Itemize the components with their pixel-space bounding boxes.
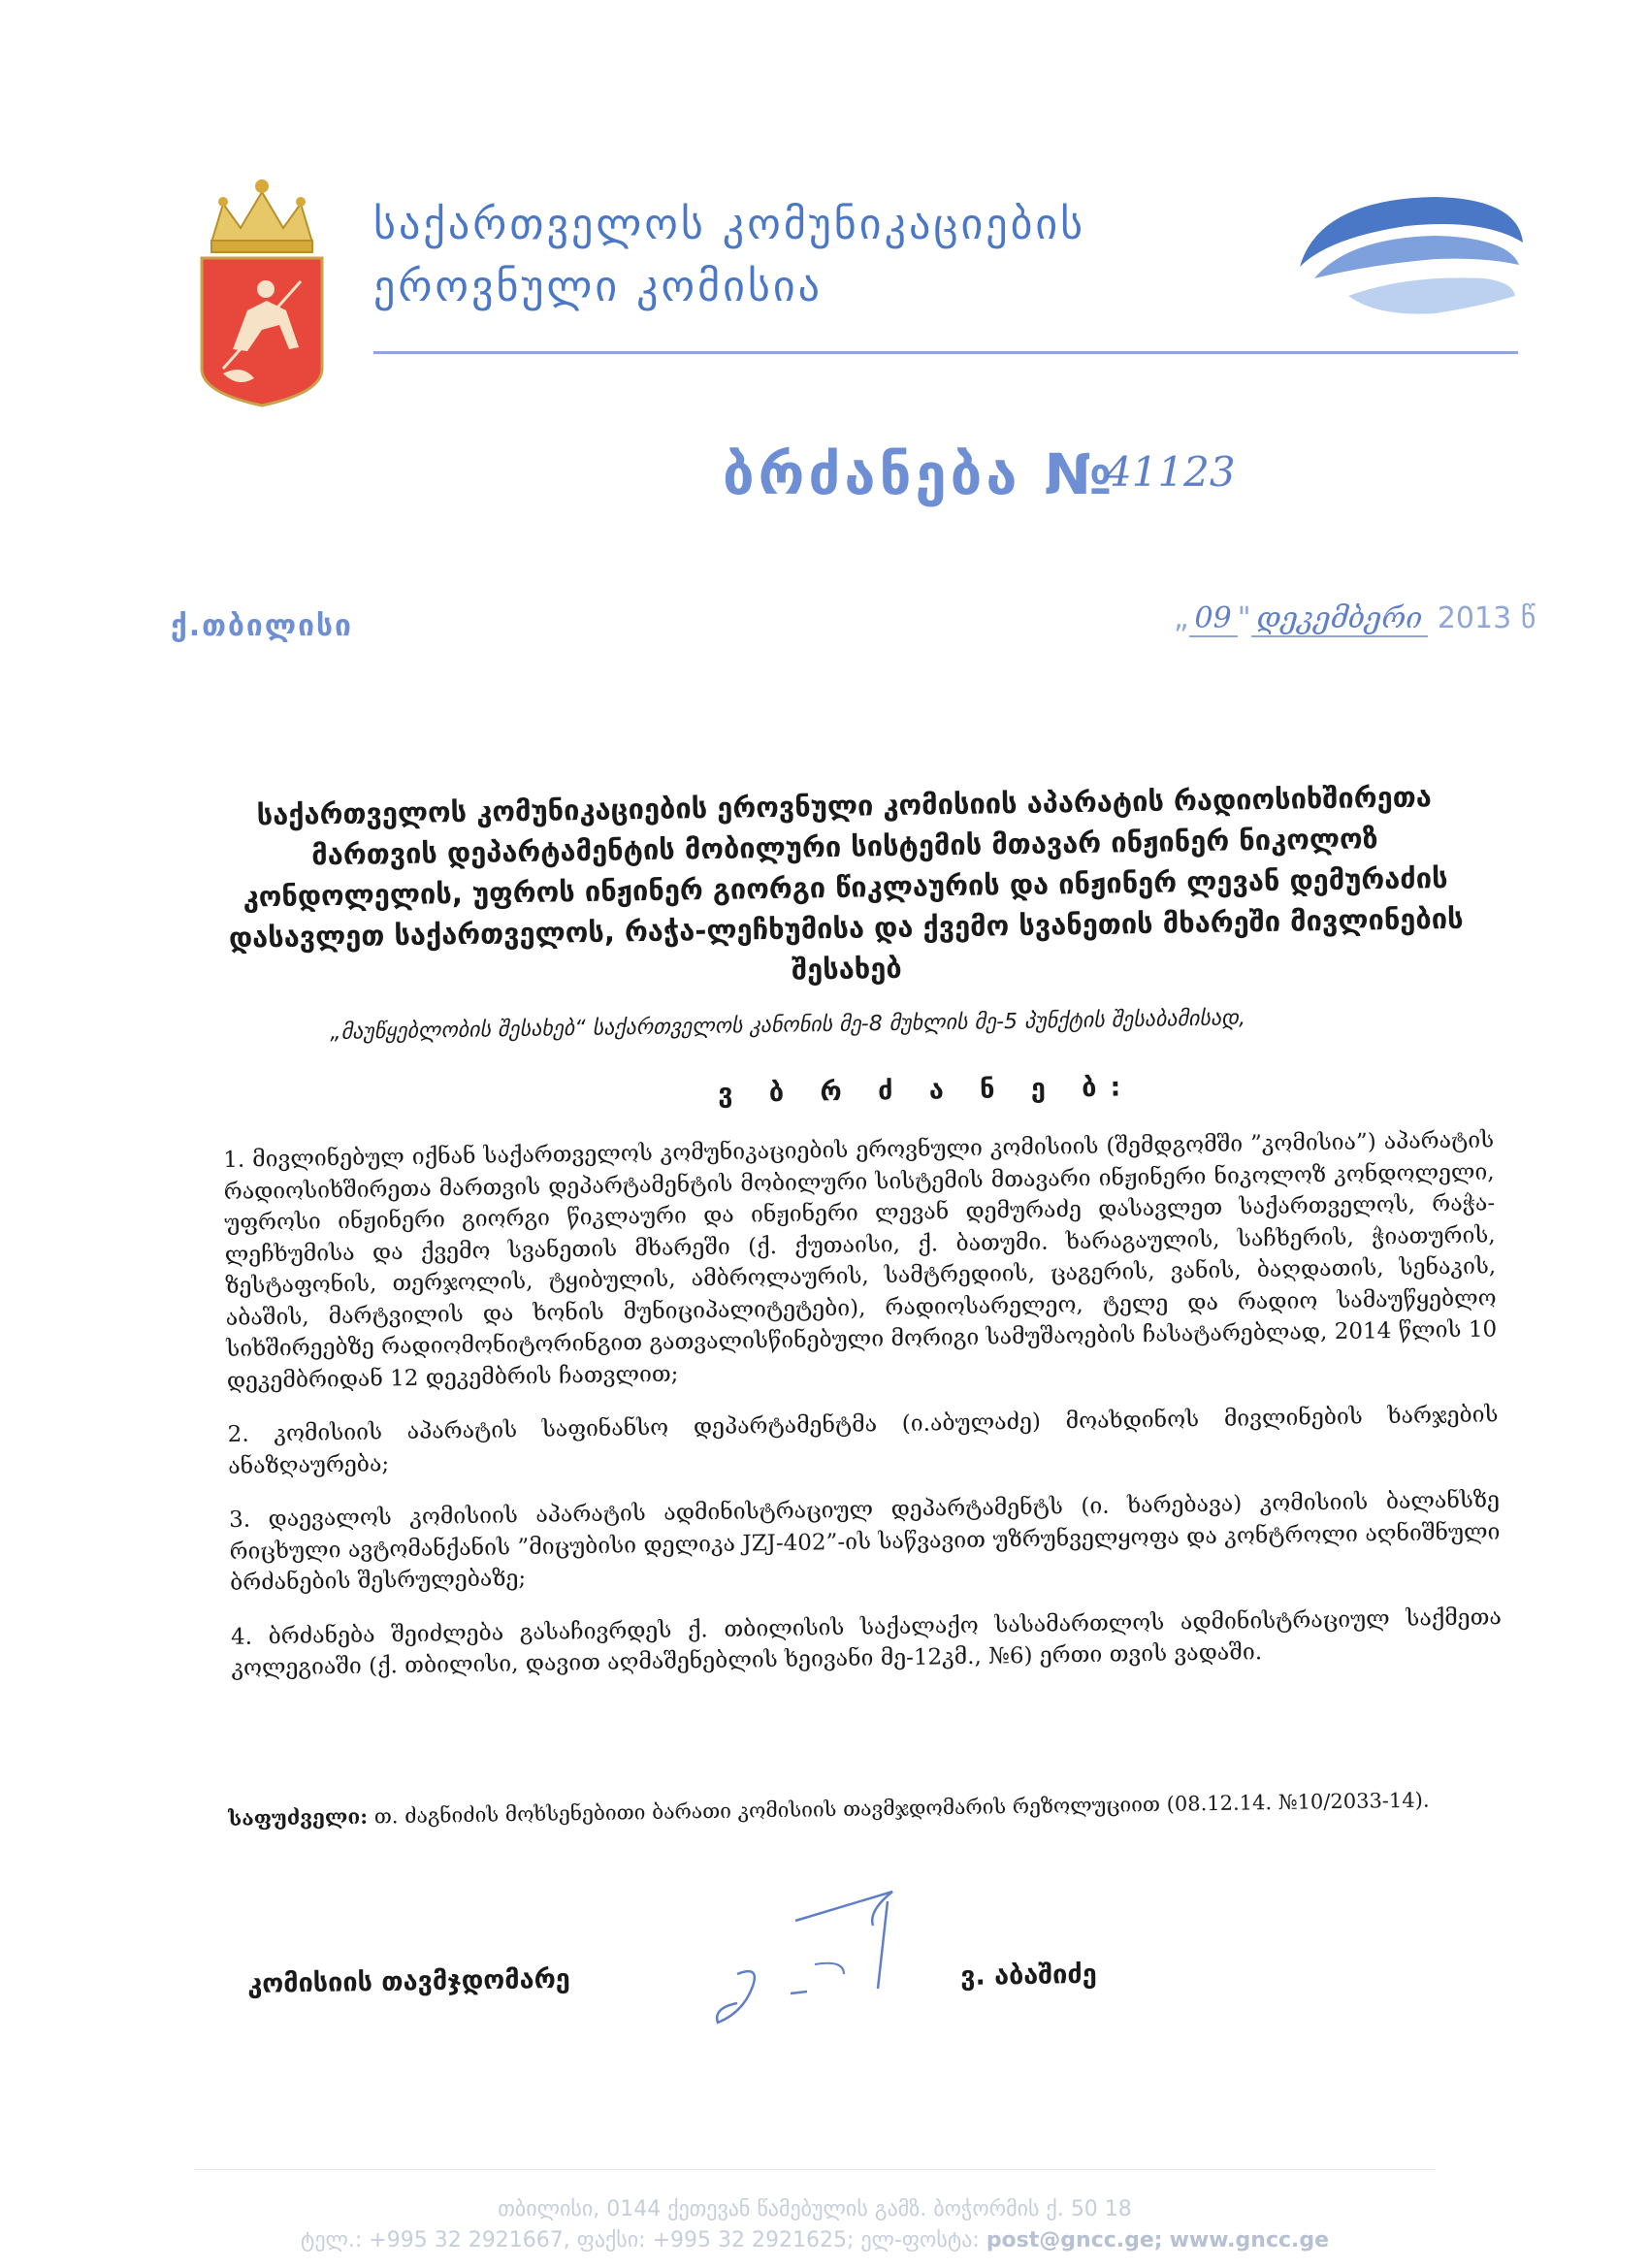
footer-email-link[interactable]: post@gncc.ge; <box>986 2228 1163 2252</box>
foundation-note <box>228 1784 1499 1833</box>
date-day: 09 <box>1189 601 1238 637</box>
order-item-4: 4. ბრძანება შეიძლება გასაჩივრდეს ქ. თბილისის საქალაქო სასამართლოს ადმინისტრაციულ საქმეთა კოლეგიაში (ქ. თბილისი, დავით აღმაშენებლის ხეივანი მე-12კმ., №6) ერთი თვის ვადაში. <box>230 1604 1503 1681</box>
legal-basis: „მაუწყებლობის შესახებ“ საქართველოს კანონის მე-8 მუხლის მე-5 პუნქტის შესაბამისად, <box>330 1006 1246 1045</box>
date-suffix: წ <box>1520 601 1536 635</box>
footer-contacts-line <box>194 2225 1436 2256</box>
date-close-quote: " <box>1237 601 1251 635</box>
organization-title-line-1: საქართველოს კომუნიკაციების <box>373 200 1086 249</box>
footer-address: თბილისი, 0144 ქეთევან წამებულის გამზ. ბოჭორმის ქ. 50 18 <box>498 2197 1132 2221</box>
order-subject: საქართველოს კომუნიკაციების ეროვნული კომისიის აპარატის რადიოსიხშირეთა მართვის დეპარტამენტის მობილური სისტემის მთავარ ინჟინერ ნიკოლოზ კონდოლელის, უფროს ინჟინერ გიორგი წიკლაურის და ინჟინერ ლევან დემურაძის დასავლეთ საქართველოს, რაჭა-ლეჩხუმისა და ქვემო სვანეთის მხარეში მივლინების შესახებ <box>228 780 1464 987</box>
handwritten-signature <box>698 1882 951 2037</box>
order-item-2: 2. კომისიის აპარატის საფინანსო დეპარტამენტმა (ი.აბულაძე) მოახდინოს მივლინების ხარჯების ანაზღაურება; <box>227 1402 1499 1479</box>
gncc-logo <box>1290 189 1528 325</box>
order-title: ბრძანება № <box>723 441 1116 507</box>
date-month: დეკემბერი <box>1251 601 1429 637</box>
order-items <box>223 1124 1503 1706</box>
orders-heading: ვ ბ რ ძ ა ნ ე ბ: <box>718 1072 1135 1109</box>
signatory-role: კომისიის თავმჯდომარე <box>247 1963 571 1999</box>
coat-of-arms-emblem <box>194 175 330 407</box>
order-item-3: 3. დაევალოს კომისიის აპარატის ადმინისტრაციულ დეპარტამენტს (ი. ხარებავა) კომისიის ბალანსზე რიცხული ავტომანქანის ”მიცუბისი დელიკა JZJ-402”-ის საწვავით უზრუნველყოფა და კონტროლი აღნიშნული ბრძანების შესრულებაზე; <box>228 1487 1501 1596</box>
foundation-text: თ. ძაგნიძის მოხსენებითი ბარათი კომისიის თავმჯდომარის რეზოლუციით (08.12.14. №10/2033-14). <box>373 1788 1430 1829</box>
footer-website-link[interactable]: www.gncc.ge <box>1169 2228 1330 2252</box>
header-divider <box>373 351 1518 354</box>
footer-divider <box>194 2169 1436 2170</box>
footer-contacts: ტელ.: +995 32 2921667, ფაქსი: +995 32 2921625; ელ-ფოსტა: <box>300 2228 980 2252</box>
order-date <box>1174 601 1536 635</box>
date-open-quote: „ <box>1174 601 1189 635</box>
order-number: 41123 <box>1106 448 1236 496</box>
signatory-name: ვ. აბაშიძე <box>960 1959 1097 1992</box>
footer <box>194 2194 1436 2256</box>
city-label: ქ.თბილისი <box>171 609 353 643</box>
date-year: 2013 <box>1437 601 1512 635</box>
organization-title <box>373 194 1246 318</box>
order-item-1: 1. მივლინებულ იქნან საქართველოს კომუნიკაციების ეროვნული კომისიის (შემდგომში ”კომისია”) აპარატის რადიოსიხშირეთა მართვის დეპარტამენტის მობილური სისტემის მთავარი ინჟინერი ნიკოლოზ კონდოლელი, უფროსი ინჟინერი გიორგი წიკლაური და ინჟინერი ლევან დემურაძე დასავლეთ საქართველოს, რაჭა-ლეჩხუმისა და ქვემო სვანეთის მხარეში (ქ. ქუთაისი, ქ. ბათუმი. ხარაგაულის, საჩხერის, ჭიათურის, ზესტაფონის, თერჯოლის, ტყიბულის, ამბროლაურის, სამტრედიის, ცაგერის, ვანის, ბაღდათის, სენაკის, აბაშის, მარტვილის და ხონის მუნიციპალიტეტები), რადიოსარელეო, ტელე და რადიო სამაუწყებლო სიხშირეებზე რადიომონიტორინგით გათვალისწინებული მორიგი სამუშაოების ჩასატარებლად, 2014 წლის 10 დეკემბრიდან 12 დეკემბრის ჩათვლით; <box>223 1127 1498 1394</box>
foundation-label: საფუძველი: <box>228 1803 369 1831</box>
organization-title-line-2: ეროვნული კომისია <box>373 262 823 311</box>
